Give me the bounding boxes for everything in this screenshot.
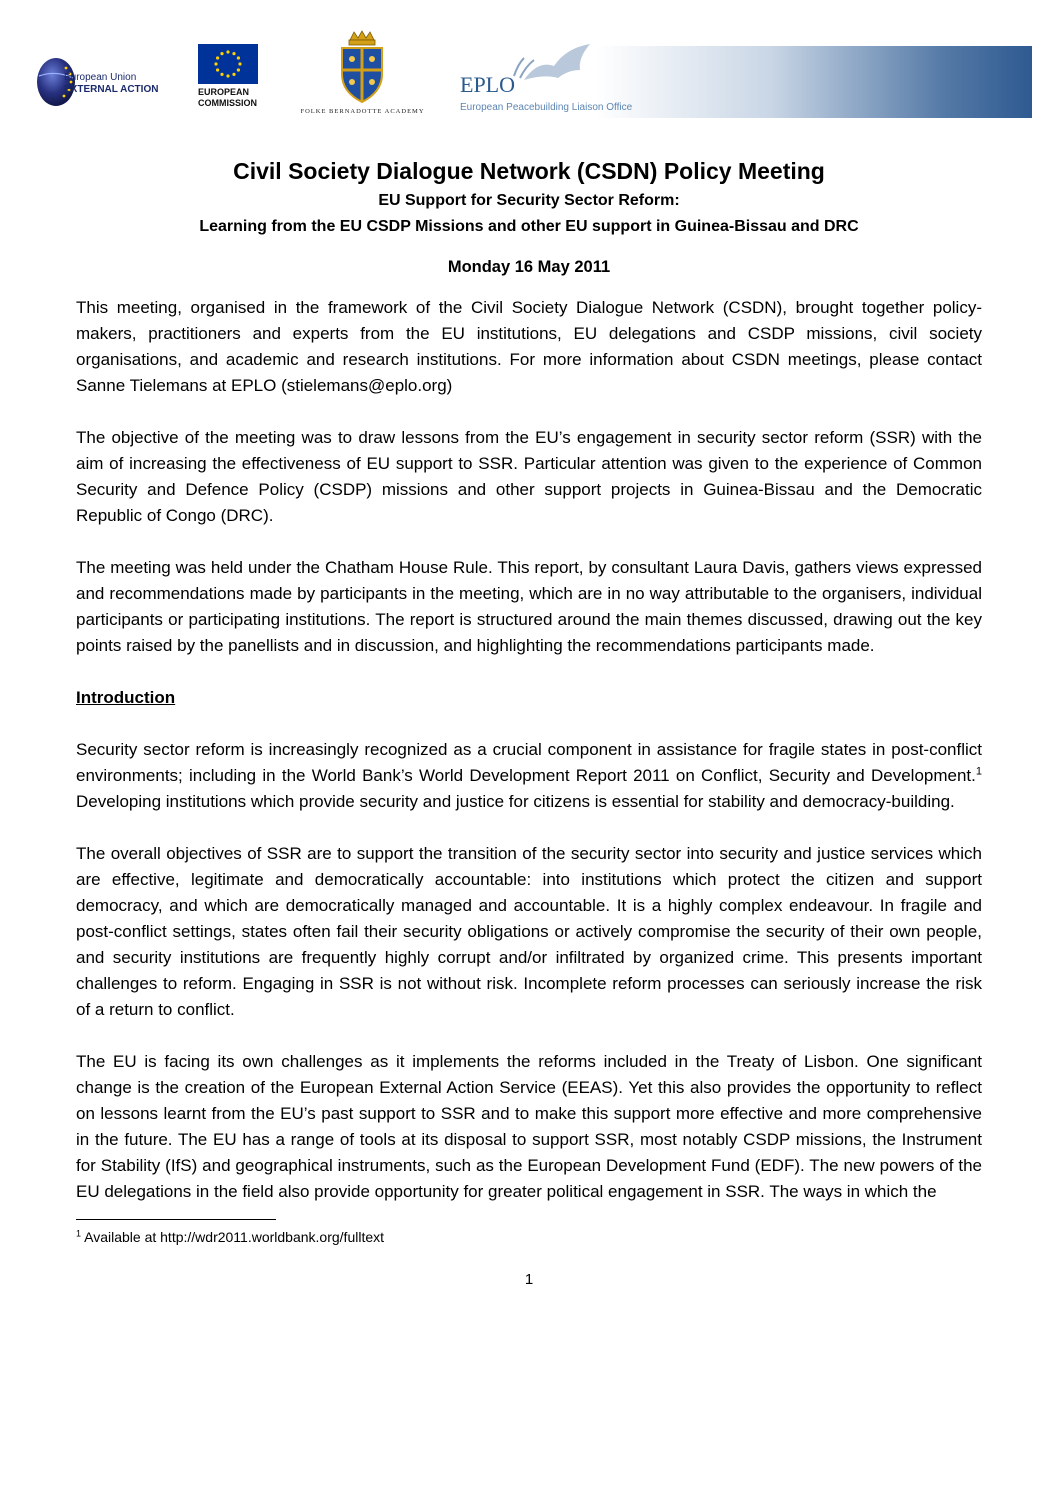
logo-header [0,0,1058,130]
paragraph-4-part-b: Developing institutions which provide security and justice for citizens is essential for stability and democracy-building. [76,792,955,811]
footnote-separator [76,1219,276,1220]
paragraph-4 [76,737,982,815]
eeas-line2: EXTERNAL ACTION [64,84,159,95]
header-gradient-bar [596,46,1032,118]
page-number: 1 [524,1271,534,1288]
document-title: Civil Society Dialogue Network (CSDN) Policy Meeting [233,158,825,184]
document-body [76,154,982,1205]
footnote-reference[interactable]: 1 [975,765,982,778]
ec-line2: COMMISSION [198,98,258,108]
eplo-subtitle: European Peacebuilding Liaison Office [460,102,633,113]
folke-bernadotte-academy-logo [290,30,435,116]
paragraph-2: The objective of the meeting was to draw lessons from the EU’s engagement in security sector reform (SSR) with the aim of increasing the effectiveness of EU support to SSR. Particular attention was given to the experience of Common Security and Defence Policy (CSDP) missions and other support projects in Guinea-Bissau and the Democratic Republic of Congo (DRC). [76,428,982,525]
footnote-text: Available at http://wdr2011.worldbank.org/fulltext [81,1229,385,1245]
footnote-1 [76,1227,384,1247]
section-heading-introduction: Introduction [76,688,176,707]
eplo-name: EPLO [460,72,515,97]
ec-line1: EUROPEAN [198,87,250,97]
eeas-logo [36,54,186,110]
paragraph-4-part-a: Security sector reform is increasingly recognized as a crucial component in assistance for fragile states in post-conflict environments; including in the World Bank’s World Development Report 2011 on Conflict, Security and Development. [76,740,982,785]
document-subtitle-2: Learning from the EU CSDP Missions and other EU support in Guinea-Bissau and DRC [199,218,859,235]
paragraph-6: The EU is facing its own challenges as it implements the reforms included in the Treaty of Lisbon. One significant change is the creation of the European External Action Service (EEAS). Yet this also provides the opportunity to reflect on lessons learnt from the EU’s past support to SSR and to make this support more effective and more comprehensive in the future. The EU has a range of tools at its disposal to support SSR, most notably CSDP missions, the Instrument for Stability (IfS) and geographical instruments, such as the European Development Fund (EDF). The new powers of the EU delegations in the field also provide opportunity for greater political engagement in SSR. The ways in which the [76,1052,982,1201]
paragraph-3: The meeting was held under the Chatham House Rule. This report, by consultant Laura Davis, gathers views expressed and recommendations made by participants in the meeting, which are in no way attributable to the organisers, individual participants or participating institutions. The report is structured around the main themes discussed, drawing out the key points raised by the panellists and in discussion, and highlighting the recommendations participants made. [76,558,982,655]
coat-of-arms-icon [332,30,392,106]
footnote-number: 1 [76,1228,82,1239]
paragraph-1: This meeting, organised in the framework of the Civil Society Dialogue Network (CSDN), brought together policy-makers, practitioners and experts from the EU institutions, EU delegations and CSDP missions, civil society organisations, and academic and research institutions. For more information about CSDN meetings, please contact Sanne Tielemans at EPLO (stielemans@eplo.org) [76,298,982,395]
fba-caption: FOLKE BERNADOTTE ACADEMY [300,108,425,115]
paragraph-5: The overall objectives of SSR are to support the transition of the security sector into security and justice services which are effective, legitimate and democratically accountable: into institutions which protect the citizen and support democracy, and which are democratically managed and accountable. It is a highly complex endeavour. In fragile and post-conflict settings, states often fail their security obligations or actively compromise the security of their own people, and security institutions are frequently highly corrupt and/or infiltrated by organized crime. This presents important challenges to reform. Engaging in SSR is not without risk. Incomplete reform processes can seriously increase the risk of a return to conflict. [76,844,982,1019]
eu-flag-icon [198,44,258,84]
document-subtitle-1: EU Support for Security Sector Reform: [378,192,680,209]
eplo-logo [454,40,633,120]
meeting-date: Monday 16 May 2011 [447,258,611,276]
european-commission-logo [198,44,260,120]
eeas-line1: European Union [64,72,137,83]
